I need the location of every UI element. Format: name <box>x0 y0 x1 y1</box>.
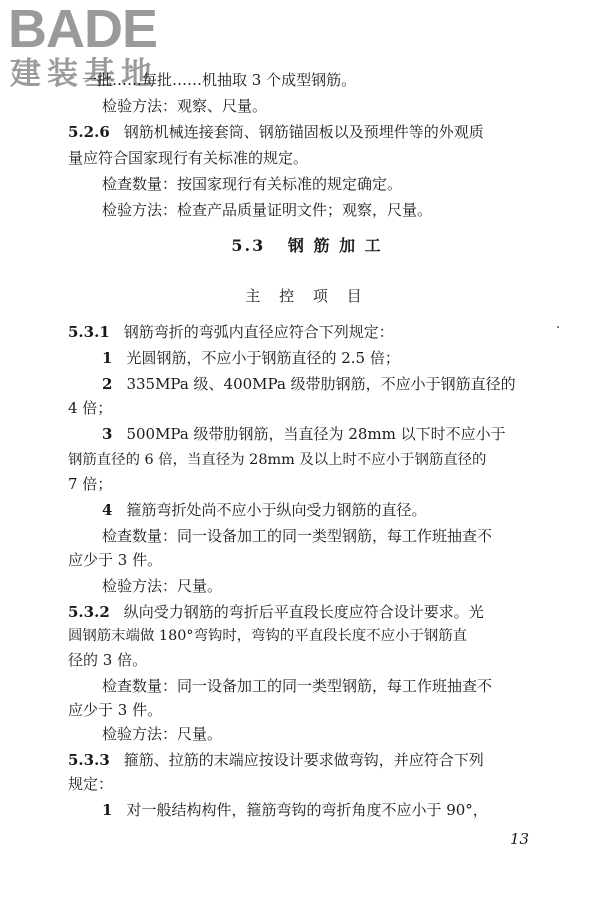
logo-latin: BADE <box>8 0 158 59</box>
text-line: 检查数量：同一设备加工的同一类型钢筋，每工作班抽查不 <box>102 527 493 545</box>
text-line: 检验方法：尺量。 <box>102 577 223 595</box>
text-line: 光圆钢筋，不应小于钢筋直径的 2.5 倍； <box>126 349 400 367</box>
text-line: 一批……每批……机抽取 3 个成型钢筋。 <box>82 71 357 89</box>
section-number: 5.3 <box>231 236 266 255</box>
clause-number: 5.3.1 <box>68 323 110 341</box>
section-title: 钢 筋 加 工 <box>287 236 383 255</box>
clause-number: 5.3.2 <box>68 603 110 621</box>
text-line: 检验方法：尺量。 <box>102 725 223 743</box>
list-item <box>102 348 400 368</box>
page-number: 13 <box>510 830 530 848</box>
item-number: 4 <box>102 501 113 519</box>
text-line: 钢筋弯折的弯弧内直径应符合下列规定： <box>123 323 394 341</box>
text-line: 量应符合国家现行有关标准的规定。 <box>68 149 309 167</box>
clause-5-2-6 <box>68 122 484 142</box>
text-line: 钢筋直径的 6 倍，当直径为 28mm 及以上时不应小于钢筋直径的 <box>68 452 487 468</box>
item-number: 2 <box>102 375 113 393</box>
logo-chinese: 建装基地 <box>10 56 158 92</box>
clause-number: 5.3.3 <box>68 751 110 769</box>
clause-5-3-3 <box>68 750 484 770</box>
text-line: 应少于 3 件。 <box>68 551 163 569</box>
item-number: 1 <box>102 801 113 819</box>
text-line: 规定： <box>68 775 114 793</box>
clause-number: 5.2.6 <box>68 123 110 141</box>
clause-5-3-2 <box>68 602 484 622</box>
text-line: 应少于 3 件。 <box>68 701 163 719</box>
text-line: 500MPa 级带肋钢筋，当直径为 28mm 以下时不应小于 <box>126 425 506 443</box>
text-line: 纵向受力钢筋的弯折后平直段长度应符合设计要求。光 <box>123 603 484 621</box>
text-line: 圆钢筋末端做 180°弯钩时，弯钩的平直段长度不应小于钢筋直 <box>68 628 468 644</box>
stray-dot <box>557 326 559 328</box>
text-line: 4 倍； <box>68 399 113 417</box>
text-line: 径的 3 倍。 <box>68 651 148 669</box>
text-line: 箍筋、拉筋的末端应按设计要求做弯钩，并应符合下列 <box>123 751 484 769</box>
text-line: 钢筋机械连接套筒、钢筋锚固板以及预埋件等的外观质 <box>123 123 484 141</box>
list-item <box>102 424 506 444</box>
list-item <box>102 800 488 820</box>
text-line: 335MPa 级、400MPa 级带肋钢筋，不应小于钢筋直径的 <box>126 375 516 393</box>
item-number: 3 <box>102 425 113 443</box>
list-item <box>102 374 516 394</box>
subsection-heading: 主 控 项 目 <box>245 287 369 305</box>
text-line: 箍筋弯折处尚不应小于纵向受力钢筋的直径。 <box>126 501 427 519</box>
clause-5-3-1 <box>68 322 394 342</box>
text-line: 7 倍； <box>68 475 113 493</box>
list-item <box>102 500 426 520</box>
text-line: 检验方法：检查产品质量证明文件；观察，尺量。 <box>102 201 433 219</box>
text-line: 检查数量：按国家现行有关标准的规定确定。 <box>102 175 403 193</box>
text-line: 检查数量：同一设备加工的同一类型钢筋，每工作班抽查不 <box>102 677 493 695</box>
item-number: 1 <box>102 349 113 367</box>
text-line: 对一般结构构件，箍筋弯钩的弯折角度不应小于 90°， <box>126 801 488 819</box>
text-line: 检验方法：观察、尺量。 <box>102 97 268 115</box>
section-heading <box>68 236 546 256</box>
